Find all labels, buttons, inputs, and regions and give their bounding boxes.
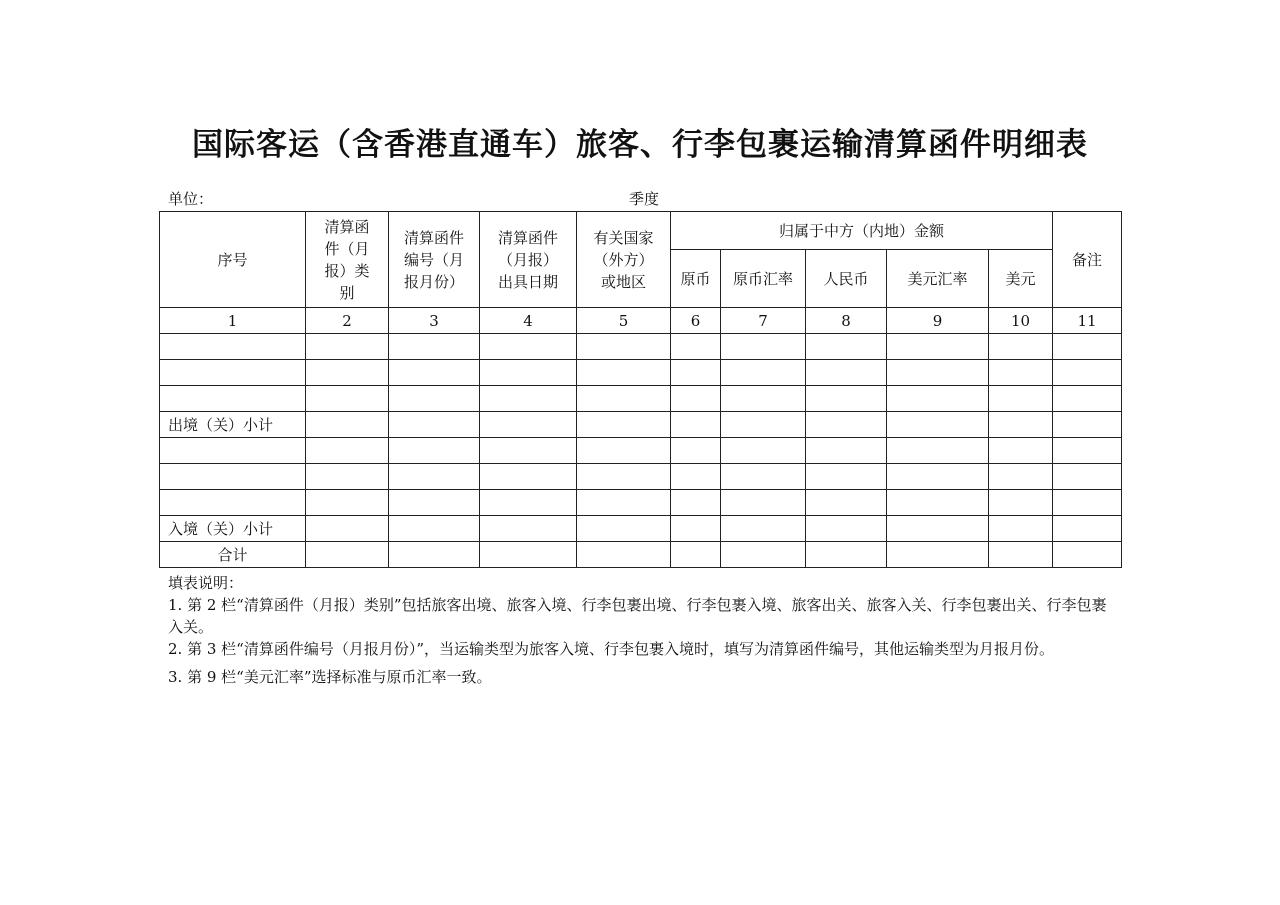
table-cell bbox=[806, 360, 887, 386]
filling-instructions bbox=[168, 572, 1113, 688]
table-cell bbox=[306, 386, 389, 412]
table-cell bbox=[1053, 464, 1122, 490]
table-cell bbox=[577, 490, 671, 516]
table-cell bbox=[887, 360, 989, 386]
exit-subtotal-label: 出境（关）小计 bbox=[160, 412, 306, 438]
column-number: 8 bbox=[806, 308, 887, 334]
table-cell bbox=[887, 464, 989, 490]
table-cell bbox=[806, 542, 887, 568]
table-cell bbox=[480, 464, 577, 490]
table-cell bbox=[721, 412, 806, 438]
table-cell bbox=[671, 542, 721, 568]
table-cell bbox=[1053, 490, 1122, 516]
table-cell bbox=[480, 334, 577, 360]
detail-table bbox=[159, 211, 1122, 568]
table-row bbox=[160, 542, 1122, 568]
table-cell bbox=[887, 386, 989, 412]
table-cell bbox=[806, 464, 887, 490]
table-cell bbox=[1053, 542, 1122, 568]
note-item: 3. 第 9 栏“美元汇率”选择标准与原币汇率一致。 bbox=[168, 668, 492, 686]
header-country: 有关国家（外方）或地区 bbox=[577, 212, 671, 308]
header-date: 清算函件（月报）出具日期 bbox=[480, 212, 577, 308]
table-cell bbox=[577, 438, 671, 464]
table-cell bbox=[989, 412, 1053, 438]
table-cell bbox=[389, 360, 480, 386]
table-cell bbox=[389, 438, 480, 464]
table-cell bbox=[306, 516, 389, 542]
header-row-1 bbox=[160, 212, 1122, 250]
table-cell bbox=[989, 360, 1053, 386]
table-cell bbox=[721, 334, 806, 360]
table-cell bbox=[389, 490, 480, 516]
header-orig-currency: 原币 bbox=[671, 250, 721, 308]
table-cell bbox=[480, 412, 577, 438]
table-cell bbox=[671, 438, 721, 464]
table-cell bbox=[887, 412, 989, 438]
table-cell bbox=[306, 464, 389, 490]
table-cell bbox=[989, 542, 1053, 568]
table-cell bbox=[989, 490, 1053, 516]
table-cell bbox=[480, 386, 577, 412]
header-orig-rate: 原币汇率 bbox=[721, 250, 806, 308]
column-number: 5 bbox=[577, 308, 671, 334]
table-cell bbox=[306, 490, 389, 516]
row-label bbox=[160, 464, 306, 490]
table-cell bbox=[721, 464, 806, 490]
table-cell bbox=[806, 412, 887, 438]
column-number: 10 bbox=[989, 308, 1053, 334]
note-item: 1. 第 2 栏“清算函件（月报）类别”包括旅客出境、旅客入境、行李包裹出境、行李包裹入境、旅客出关、旅客入关、行李包裹出关、行李包裹入关。 bbox=[168, 596, 1107, 636]
table-cell bbox=[989, 438, 1053, 464]
header-seq: 序号 bbox=[160, 212, 306, 308]
row-label bbox=[160, 490, 306, 516]
column-number: 1 bbox=[160, 308, 306, 334]
table-cell bbox=[887, 516, 989, 542]
table-cell bbox=[887, 542, 989, 568]
table-cell bbox=[1053, 360, 1122, 386]
grand-total-label: 合计 bbox=[160, 542, 306, 568]
table-cell bbox=[1053, 334, 1122, 360]
table-cell bbox=[887, 490, 989, 516]
table-cell bbox=[480, 542, 577, 568]
unit-label: 单位： bbox=[168, 190, 214, 208]
table-cell bbox=[671, 516, 721, 542]
table-cell bbox=[480, 490, 577, 516]
table-cell bbox=[480, 516, 577, 542]
table-cell bbox=[306, 360, 389, 386]
table-cell bbox=[989, 386, 1053, 412]
table-cell bbox=[577, 516, 671, 542]
table-cell bbox=[306, 412, 389, 438]
note-item: 2. 第 3 栏“清算函件编号（月报月份）”，当运输类型为旅客入境、行李包裹入境时，填写为清算函件编号，其他运输类型为月报月份。 bbox=[168, 640, 1055, 658]
table-cell bbox=[1053, 438, 1122, 464]
column-number: 9 bbox=[887, 308, 989, 334]
row-label bbox=[160, 334, 306, 360]
table-cell bbox=[721, 490, 806, 516]
table-cell bbox=[671, 464, 721, 490]
table-cell bbox=[577, 464, 671, 490]
quarter-label: 季度 bbox=[629, 190, 660, 208]
header-usd-rate: 美元汇率 bbox=[887, 250, 989, 308]
table-row bbox=[160, 516, 1122, 542]
table-cell bbox=[806, 438, 887, 464]
table-cell bbox=[1053, 386, 1122, 412]
table-cell bbox=[806, 334, 887, 360]
table-cell bbox=[306, 542, 389, 568]
table-row bbox=[160, 464, 1122, 490]
table-cell bbox=[1053, 516, 1122, 542]
table-cell bbox=[671, 490, 721, 516]
table-cell bbox=[806, 386, 887, 412]
column-number: 7 bbox=[721, 308, 806, 334]
column-number-row bbox=[160, 308, 1122, 334]
table-cell bbox=[887, 438, 989, 464]
table-cell bbox=[721, 386, 806, 412]
table-cell bbox=[721, 438, 806, 464]
row-label bbox=[160, 360, 306, 386]
row-label bbox=[160, 438, 306, 464]
header-group-amount: 归属于中方（内地）金额 bbox=[671, 212, 1053, 250]
table-cell bbox=[306, 438, 389, 464]
table-row bbox=[160, 360, 1122, 386]
header-number: 清算函件编号（月报月份） bbox=[389, 212, 480, 308]
table-row bbox=[160, 412, 1122, 438]
table-cell bbox=[389, 386, 480, 412]
table-cell bbox=[887, 334, 989, 360]
table-row bbox=[160, 438, 1122, 464]
column-number: 11 bbox=[1053, 308, 1122, 334]
table-cell bbox=[671, 386, 721, 412]
table-cell bbox=[806, 516, 887, 542]
table-row bbox=[160, 334, 1122, 360]
page-title: 国际客运（含香港直通车）旅客、行李包裹运输清算函件明细表 bbox=[192, 127, 1088, 163]
table-cell bbox=[389, 412, 480, 438]
column-number: 2 bbox=[306, 308, 389, 334]
table-cell bbox=[671, 360, 721, 386]
table-cell bbox=[389, 334, 480, 360]
table-cell bbox=[389, 542, 480, 568]
table-cell bbox=[989, 464, 1053, 490]
table-cell bbox=[577, 360, 671, 386]
table-cell bbox=[721, 516, 806, 542]
header-category: 清算函件（月报）类别 bbox=[306, 212, 389, 308]
table-cell bbox=[389, 516, 480, 542]
table-cell bbox=[389, 464, 480, 490]
table-row bbox=[160, 490, 1122, 516]
header-rmb: 人民币 bbox=[806, 250, 887, 308]
column-number: 4 bbox=[480, 308, 577, 334]
table-cell bbox=[577, 334, 671, 360]
table-row bbox=[160, 386, 1122, 412]
table-cell bbox=[721, 542, 806, 568]
header-remarks: 备注 bbox=[1053, 212, 1122, 308]
table-cell bbox=[577, 542, 671, 568]
table-cell bbox=[806, 490, 887, 516]
table-cell bbox=[306, 334, 389, 360]
table-cell bbox=[989, 516, 1053, 542]
entry-subtotal-label: 入境（关）小计 bbox=[160, 516, 306, 542]
column-number: 6 bbox=[671, 308, 721, 334]
table-cell bbox=[480, 360, 577, 386]
column-number: 3 bbox=[389, 308, 480, 334]
table-cell bbox=[671, 334, 721, 360]
table-cell bbox=[577, 386, 671, 412]
header-usd: 美元 bbox=[989, 250, 1053, 308]
table-cell bbox=[989, 334, 1053, 360]
notes-heading: 填表说明： bbox=[168, 574, 244, 592]
table-cell bbox=[577, 412, 671, 438]
table-cell bbox=[480, 438, 577, 464]
table-cell bbox=[1053, 412, 1122, 438]
table-cell bbox=[671, 412, 721, 438]
row-label bbox=[160, 386, 306, 412]
table-cell bbox=[721, 360, 806, 386]
